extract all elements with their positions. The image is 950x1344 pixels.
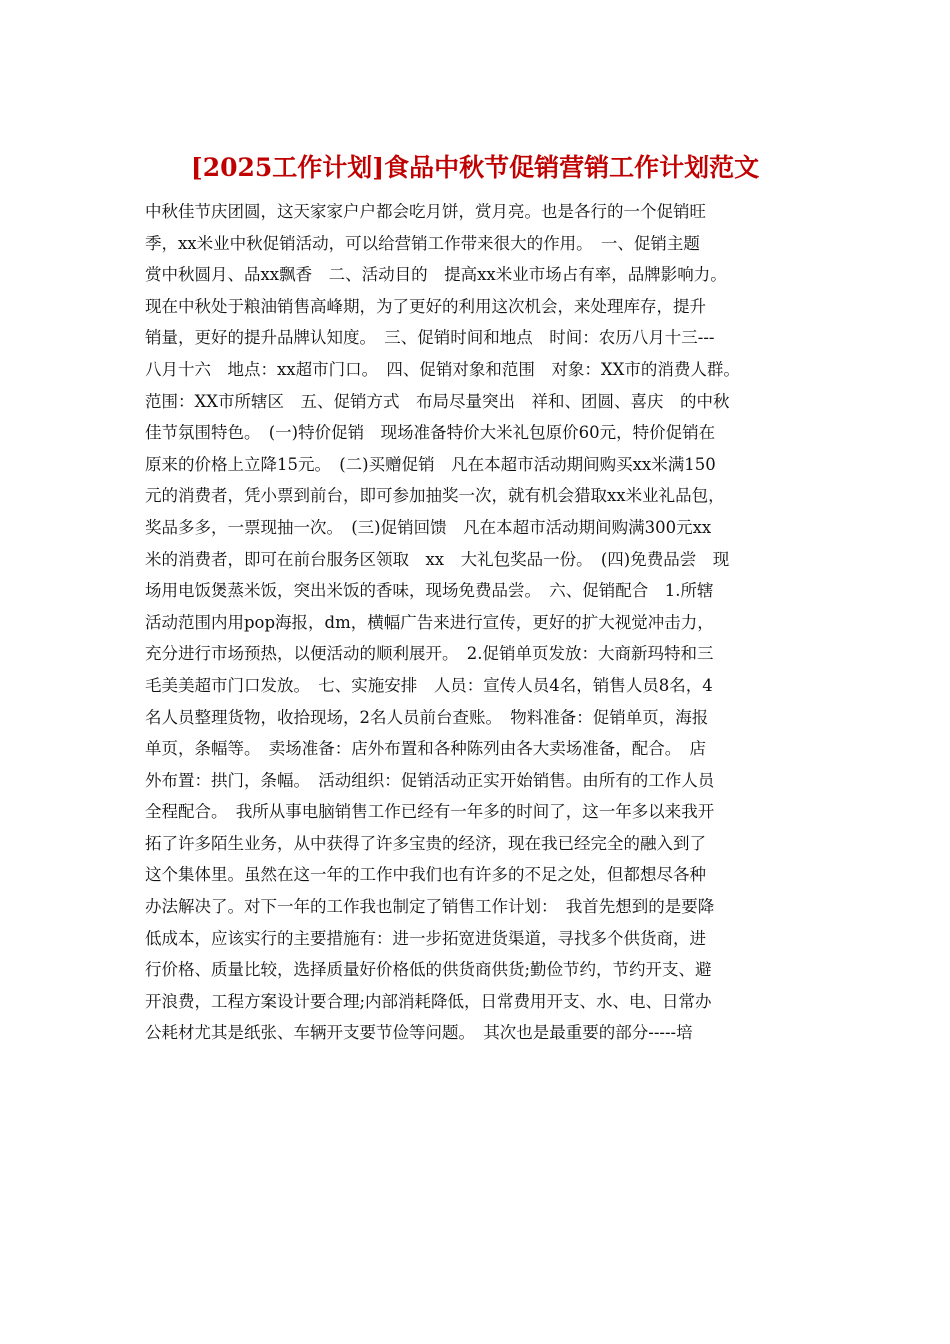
body-line: 销量，更好的提升品牌认知度。 三、促销时间和地点 时间：农历八月十三---: [145, 328, 715, 348]
body-line: 现在中秋处于粮油销售高峰期，为了更好的利用这次机会，来处理库存，提升: [145, 296, 706, 316]
body-line: 原来的价格上立降15元。 (二)买赠促销 凡在本超市活动期间购买xx米满150: [145, 454, 716, 474]
body-line: 行价格、质量比较，选择质量好价格低的供货商供货;勤俭节约，节约开支、避: [145, 960, 712, 980]
body-line: 奖品多多，一票现抽一次。 (三)促销回馈 凡在本超市活动期间购满300元xx: [145, 517, 712, 537]
body-line: 拓了许多陌生业务，从中获得了许多宝贵的经济，现在我已经完全的融入到了: [145, 833, 706, 853]
body-line: 毛美美超市门口发放。 七、实施安排 人员：宣传人员4名，销售人员8名，4: [145, 675, 713, 695]
body-line: 八月十六 地点：xx超市门口。 四、促销对象和范围 对象：XX市的消费人群。: [145, 359, 740, 379]
body-line: 低成本，应该实行的主要措施有：进一步拓宽进货渠道，寻找多个供货商，进: [145, 928, 706, 948]
body-line: 活动范围内用pop海报，dm，横幅广告来进行宣传，更好的扩大视觉冲击力，: [145, 612, 714, 632]
body-line: 单页，条幅等。 卖场准备：店外布置和各种陈列由各大卖场准备，配合。 店: [145, 739, 706, 759]
body-line: 佳节氛围特色。 (一)特价促销 现场准备特价大米礼包原价60元，特价促销在: [145, 423, 716, 443]
document-body: [145, 196, 810, 1049]
body-line: 外布置：拱门，条幅。 活动组织：促销活动正实开始销售。由所有的工作人员: [145, 770, 715, 790]
body-line: 充分进行市场预热，以便活动的顺利展开。 2.促销单页发放：大商新玛特和三: [145, 644, 714, 664]
body-line: 公耗材尤其是纸张、车辆开支要节俭等问题。 其次也是最重要的部分-----培: [145, 1023, 693, 1043]
body-line: 中秋佳节庆团圆，这天家家户户都会吃月饼，赏月亮。也是各行的一个促销旺: [145, 202, 706, 221]
body-line: 赏中秋圆月、品xx飘香 二、活动目的 提高xx米业市场占有率，品牌影响力。: [145, 265, 727, 285]
body-line: 全程配合。 我所从事电脑销售工作已经有一年多的时间了，这一年多以来我开: [145, 802, 715, 822]
body-line: 元的消费者，凭小票到前台，即可参加抽奖一次，就有机会猎取xx米业礼品包，: [145, 486, 725, 506]
body-line: 季，xx米业中秋促销活动，可以给营销工作带来很大的作用。 一、促销主题: [145, 233, 700, 253]
body-line: 范围：XX市所辖区 五、促销方式 布局尽量突出 祥和、团圆、喜庆 的中秋: [145, 391, 730, 411]
body-line: 这个集体里。虽然在这一年的工作中我们也有许多的不足之处，但都想尽各种: [145, 865, 706, 885]
body-line: 米的消费者，即可在前台服务区领取 xx 大礼包奖品一份。 (四)免费品尝 现: [145, 549, 730, 569]
body-line: 开浪费，工程方案设计要合理;内部消耗降低，日常费用开支、水、电、日常办: [145, 991, 712, 1011]
document-title: [2025工作计划]食品中秋节促销营销工作计划范文: [190, 153, 760, 182]
body-line: 场用电饭煲蒸米饭，突出米饭的香味，现场免费品尝。 六、促销配合 1.所辖: [145, 581, 714, 601]
body-line: 办法解决了。对下一年的工作我也制定了销售工作计划： 我首先想到的是要降: [145, 897, 715, 917]
body-line: 名人员整理货物，收拾现场，2名人员前台查账。 物料准备：促销单页，海报: [145, 707, 709, 727]
